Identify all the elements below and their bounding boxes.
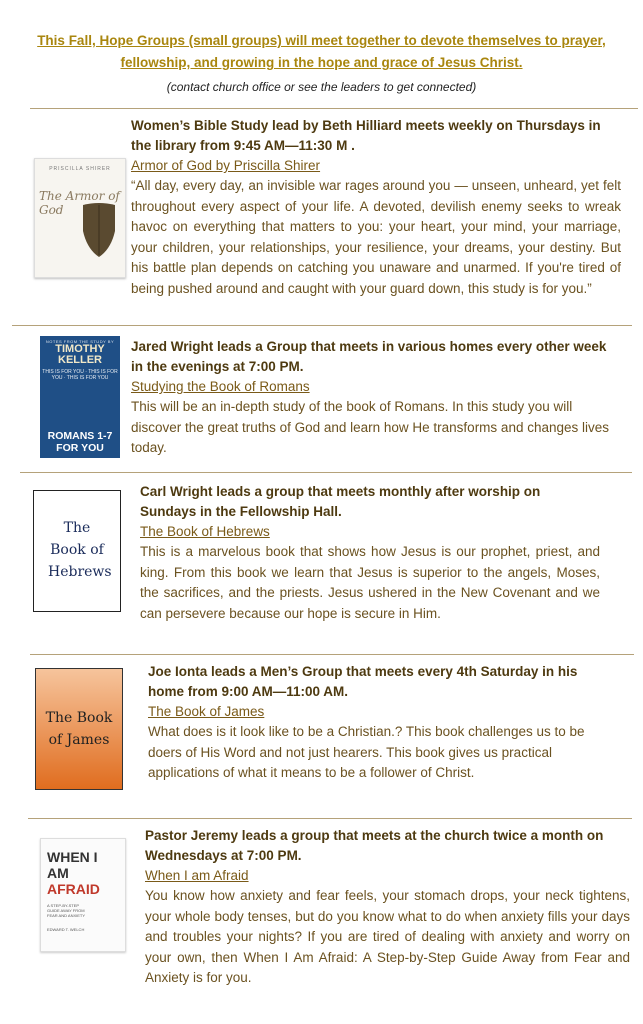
book-title-link[interactable]: The Book of James: [148, 704, 265, 719]
cover-author: TIMOTHY KELLER: [55, 343, 105, 366]
book-title-link[interactable]: Studying the Book of Romans: [131, 379, 310, 394]
group-pastor-jeremy: [145, 826, 630, 989]
group-joe-ionta: [148, 662, 613, 784]
group-heading: Carl Wright leads a group that meets monthly after worship on Sundays in the Fellowship Hall.: [140, 484, 541, 519]
group-description: What does is it look like to be a Christian.? This book challenges us to be doers of His Word and not just hearers. This book gives us practical applications of what it means to be a follower of Christ.: [148, 724, 585, 780]
cover-lines: THIS IS FOR YOU · THIS IS FOR YOU · THIS IS FOR YOU: [42, 369, 118, 381]
cover-title: The Armor of God: [39, 189, 120, 217]
book-title-link[interactable]: Armor of God by Priscilla Shirer: [131, 158, 321, 173]
cover-small-text: NOTES FROM THE STUDY BY: [45, 339, 115, 344]
group-description: This is a marvelous book that shows how Jesus is our prophet, priest, and king. From this book we learn that Jesus is superior to the angels, Moses, the sacrifices, and the priests. Jesus ushered in the New Covenant and we can persevere because our hope is secure in Him.: [140, 544, 600, 621]
james-cover: [35, 668, 123, 790]
cover-title-line2: AFRAID: [47, 881, 100, 897]
group-heading: Women’s Bible Study lead by Beth Hilliard meets weekly on Thursdays in the library from 9:45 AM—11:30 M .: [131, 118, 601, 153]
when-i-am-afraid-cover: [40, 838, 126, 952]
group-heading: Joe Ionta leads a Men’s Group that meets every 4th Saturday in his home from 9:00 AM—11:00 AM.: [148, 664, 578, 699]
armor-of-god-cover: [34, 158, 126, 278]
hebrews-cover: [33, 490, 121, 612]
divider: [30, 108, 638, 109]
cover-title: The Book of Hebrews: [48, 520, 112, 580]
cover-subtitle: A STEP-BY-STEP GUIDE AWAY FROM FEAR AND ANXIETY: [47, 903, 86, 918]
group-heading: Pastor Jeremy leads a group that meets at the church twice a month on Wednesdays at 7:00 PM.: [145, 828, 604, 863]
divider: [30, 654, 634, 655]
book-title-link[interactable]: The Book of Hebrews: [140, 524, 270, 539]
group-description: This will be an in-depth study of the book of Romans. In this study you will discover the great truths of God and learn how He transforms and changes lives today.: [131, 399, 610, 455]
book-title-link[interactable]: When I am Afraid: [145, 868, 249, 883]
divider: [12, 325, 632, 326]
cover-title: ROMANS 1-7 FOR YOU: [47, 430, 113, 454]
divider: [20, 472, 632, 473]
group-heading: Jared Wright leads a Group that meets in various homes every other week in the evenings at 7:00 PM.: [131, 339, 607, 374]
group-jared-wright: [131, 337, 621, 459]
cover-title-line1: WHEN I AM: [47, 849, 98, 881]
cover-author: EDWARD T. WELCH: [47, 927, 85, 932]
group-carl-wright: [140, 482, 600, 624]
intro-contact-note: (contact church office or see the leaders to get connected): [166, 80, 477, 94]
divider: [28, 818, 632, 819]
romans-cover: [40, 336, 120, 458]
group-description: You know how anxiety and fear feels, your stomach drops, your neck tightens, your whole body tenses, but do you know what to do when anxiety fills your days and troubles your nights? If you are tired of dealing with anxiety and worry on your own, then When I Am Afraid: A Step-by-Step Guide Away from Fear and Anxiety is for you.: [145, 888, 630, 985]
cover-title: The Book of James: [45, 710, 113, 748]
intro-announcement: This Fall, Hope Groups (small groups) will meet together to devote themselves to prayer, fellowship, and growing in the hope and grace of Jesus Christ.: [37, 33, 606, 70]
shield-icon: [81, 201, 117, 259]
group-womens-bible-study: [131, 116, 621, 299]
group-description: “All day, every day, an invisible war rages around you — unseen, unheard, yet felt throughout every aspect of your life. A devoted, devilish enemy seeks to wreak havoc on everything that matters to you: your heart, your mind, your marriage, your children, your relationships, your resilience, your dreams, your destiny. But his battle plan depends on catching you unaware and unarmed. If you're tired of being pushed around and caught with your guard down, this study is for you.”: [131, 178, 621, 296]
intro: [0, 30, 643, 94]
cover-author: PRISCILLA SHIRER: [49, 166, 111, 172]
